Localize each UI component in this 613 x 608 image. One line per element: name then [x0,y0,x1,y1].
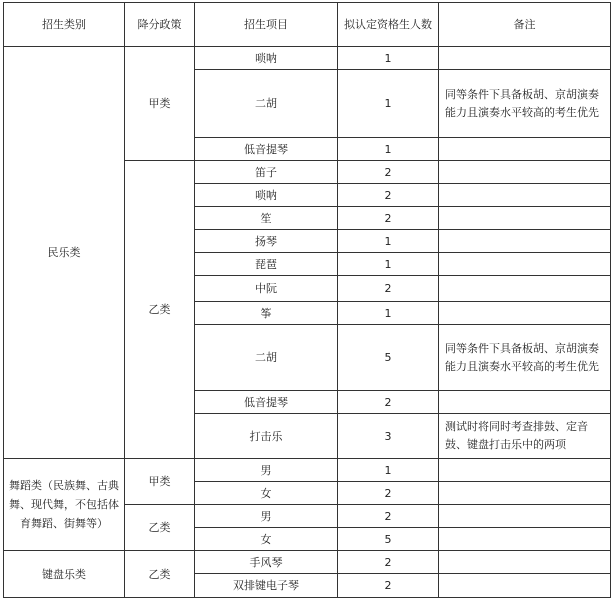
project-cell: 筝 [195,302,338,325]
note-cell [439,230,611,253]
header-project: 招生项目 [195,3,338,47]
table-row [4,47,611,70]
count-cell: 1 [338,70,439,138]
count-cell: 2 [338,574,439,598]
note-cell [439,528,611,551]
note-cell [439,459,611,482]
policy-cell: 甲类 [125,47,195,161]
project-cell: 中阮 [195,276,338,302]
note-cell: 同等条件下具备板胡、京胡演奏能力且演奏水平较高的考生优先 [439,325,611,391]
project-cell: 男 [195,505,338,528]
project-cell: 低音提琴 [195,138,338,161]
project-cell: 打击乐 [195,414,338,459]
count-cell: 1 [338,47,439,70]
project-cell: 手风琴 [195,551,338,574]
header-policy: 降分政策 [125,3,195,47]
policy-cell: 甲类 [125,459,195,505]
count-cell: 1 [338,253,439,276]
project-cell: 女 [195,482,338,505]
project-cell: 笙 [195,207,338,230]
note-cell: 测试时将同时考查排鼓、定音鼓、键盘打击乐中的两项 [439,414,611,459]
project-cell: 低音提琴 [195,391,338,414]
project-cell: 双排键电子琴 [195,574,338,598]
project-cell: 扬琴 [195,230,338,253]
count-cell: 2 [338,391,439,414]
count-cell: 1 [338,230,439,253]
note-cell: 同等条件下具备板胡、京胡演奏能力且演奏水平较高的考生优先 [439,70,611,138]
project-cell: 二胡 [195,325,338,391]
category-cell: 舞蹈类（民族舞、古典舞、现代舞，不包括体育舞蹈、街舞等） [4,459,125,551]
note-cell [439,276,611,302]
project-cell: 二胡 [195,70,338,138]
policy-cell: 乙类 [125,161,195,459]
count-cell: 2 [338,207,439,230]
count-cell: 2 [338,276,439,302]
note-cell [439,47,611,70]
enrollment-table [3,2,611,598]
note-cell [439,482,611,505]
note-cell [439,302,611,325]
count-cell: 1 [338,138,439,161]
project-cell: 男 [195,459,338,482]
project-cell: 笛子 [195,161,338,184]
policy-cell: 乙类 [125,551,195,598]
count-cell: 2 [338,551,439,574]
count-cell: 1 [338,302,439,325]
table-header-row [4,3,611,47]
project-cell: 女 [195,528,338,551]
category-cell: 民乐类 [4,47,125,459]
count-cell: 2 [338,505,439,528]
note-cell [439,391,611,414]
note-cell [439,161,611,184]
note-cell [439,574,611,598]
header-count: 拟认定资格生人数 [338,3,439,47]
header-note: 备注 [439,3,611,47]
table-row [4,551,611,574]
note-cell [439,551,611,574]
project-cell: 唢呐 [195,184,338,207]
header-category: 招生类别 [4,3,125,47]
count-cell: 3 [338,414,439,459]
project-cell: 琵琶 [195,253,338,276]
count-cell: 1 [338,459,439,482]
count-cell: 2 [338,184,439,207]
category-cell: 键盘乐类 [4,551,125,598]
note-cell [439,207,611,230]
policy-cell: 乙类 [125,505,195,551]
count-cell: 5 [338,325,439,391]
note-cell [439,184,611,207]
count-cell: 2 [338,482,439,505]
note-cell [439,505,611,528]
table-row [4,459,611,482]
note-cell [439,138,611,161]
note-cell [439,253,611,276]
project-cell: 唢呐 [195,47,338,70]
count-cell: 2 [338,161,439,184]
count-cell: 5 [338,528,439,551]
